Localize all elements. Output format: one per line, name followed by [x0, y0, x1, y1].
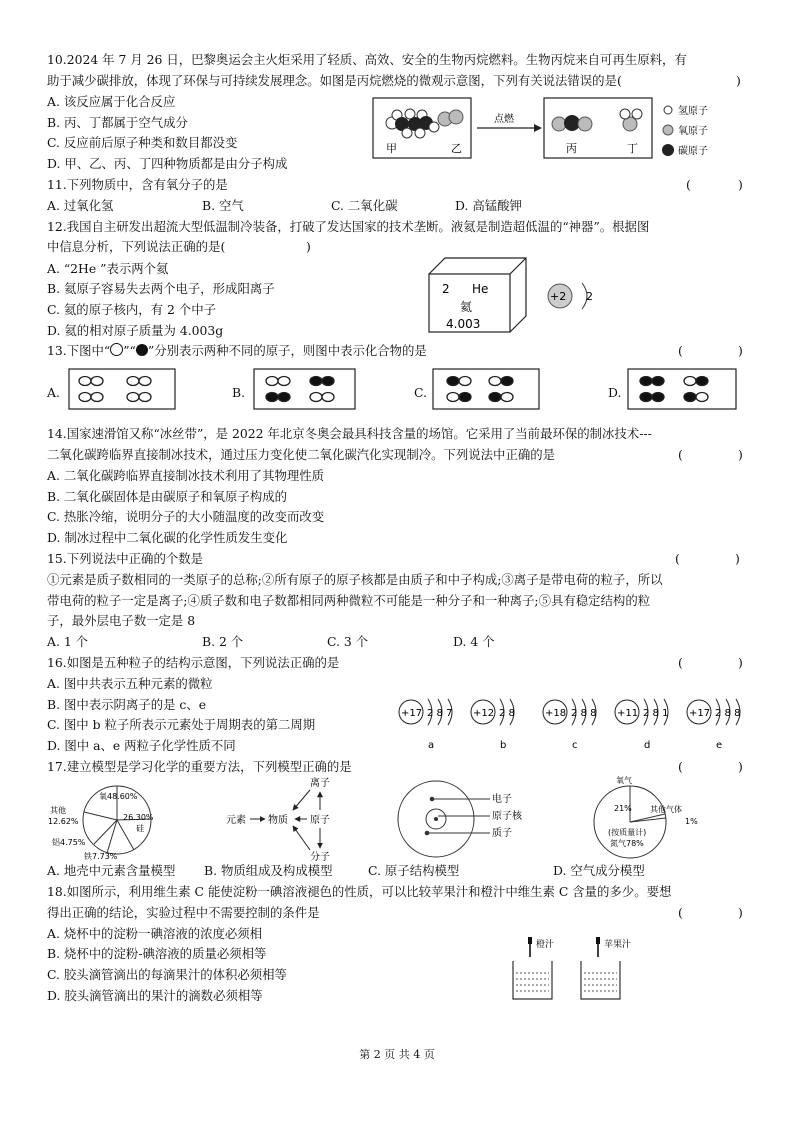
q13-stem: 13.下图中“ ”“ ”分别表示两种不同的原子，则图中表示化合物的是	[47, 343, 427, 358]
q17-option-b: B. 物质组成及构成模型	[204, 863, 333, 878]
particle-d	[615, 699, 668, 751]
q10-paren-close: )	[736, 73, 741, 88]
label-apple-juice: 苹果汁	[604, 940, 632, 950]
element-name: 氦	[460, 300, 473, 314]
label-other-gas-pct: 1%	[685, 817, 698, 826]
q15-option-c: C. 3 个	[327, 634, 369, 649]
q11-option-b: B. 空气	[202, 198, 244, 213]
label-electron: 电子	[492, 794, 512, 805]
particle-label: e	[716, 740, 723, 751]
q10-option-a: A. 该反应属于化合反应	[47, 94, 176, 109]
legend-oxygen: 氧原子	[678, 126, 708, 137]
label-oxygen-gas: 氧气	[616, 776, 632, 785]
q17-fig-b-matter-model	[225, 776, 365, 864]
q13-option-b-box	[253, 368, 358, 412]
oxygen-molecule	[438, 110, 463, 126]
q15-paren-close: )	[735, 551, 740, 566]
q18-stem-line1: 18.如图所示，利用维生素 C 能使淀粉一碘溶液褪色的性质，可以比较苹果汁和橙汁中维生素 C 含量的多少。要想	[47, 884, 672, 899]
nucleus-charge: +11	[617, 708, 639, 719]
q12-option-c: C. 氦的原子核内，有 2 个中子	[47, 302, 216, 317]
q11-option-d: D. 高锰酸钾	[455, 198, 522, 213]
black-atom-icon	[136, 344, 148, 356]
q18-option-b: B. 烧杯中的淀粉-碘溶液的质量必须相等	[47, 946, 267, 961]
q16-option-c: C. 图中 b 粒子所表示元素处于周期表的第二周期	[47, 717, 316, 732]
propane-molecule	[386, 109, 439, 138]
legend-carbon: 碳原子	[678, 146, 708, 157]
water-molecule	[620, 109, 642, 131]
q17-fig-a-crust-pie	[47, 782, 167, 862]
label-yi: 乙	[451, 142, 462, 155]
label-iron: 铁7.73%	[84, 852, 118, 861]
particle-c	[543, 699, 596, 751]
q16-option-a: A. 图中共表示五种元素的微粒	[47, 676, 213, 691]
atomic-mass: 4.003	[446, 317, 481, 331]
particle-label: b	[500, 740, 507, 751]
white-atom-icon	[110, 343, 123, 356]
q18-option-d: D. 胶头滴管滴出的果汁的滴数必须相等	[47, 988, 263, 1003]
q17-stem: 17.建立模型是学习化学的重要方法，下列模型正确的是	[47, 759, 352, 774]
atomic-number: 2	[442, 282, 450, 296]
q13-option-c-label: C.	[414, 385, 427, 400]
q17-fig-c-atom-model	[392, 778, 532, 860]
q15-body-line3: 子，最外层电子数一定是 8	[47, 613, 196, 628]
q18-paren-open: (	[678, 905, 683, 920]
q13-option-d-label: D.	[608, 385, 622, 400]
label-proton: 质子	[492, 828, 512, 839]
label-silicon-pct: 26.30%	[123, 813, 154, 822]
q16-paren-close: )	[738, 655, 743, 670]
q15-option-a: A. 1 个	[47, 634, 89, 649]
label-nitrogen: 氮气78%	[610, 839, 644, 848]
label-by-mass: (按质量计)	[608, 828, 647, 837]
q10-reaction-diagram	[372, 97, 752, 165]
q13-option-b-label: B.	[232, 385, 246, 400]
q18-beaker-experiment	[508, 935, 688, 1005]
q11-option-c: C. 二氧化碳	[331, 198, 398, 213]
q12-stem-line1: 12.我国自主研发出超流大型低温制冷装备，打破了发达国家的技术垄断。液氦是制造超低温的“神器”。根据图	[47, 219, 650, 234]
label-ding: 丁	[627, 142, 638, 155]
q15-paren-open: (	[675, 551, 680, 566]
q17-paren-open: (	[678, 759, 683, 774]
q17-option-d: D. 空气成分模型	[553, 863, 645, 878]
particle-a	[399, 699, 452, 751]
q11-stem: 11.下列物质中，含有氧分子的是	[47, 177, 228, 192]
shell-electrons: 2 8 1	[643, 708, 669, 719]
element-symbol: He	[472, 282, 489, 296]
label-ion: 离子	[310, 778, 330, 789]
q12-helium-atom-structure	[540, 280, 610, 314]
q10-stem-line1: 10.2024 年 7 月 26 日，巴黎奥运会主火炬采用了轻质、高效、安全的生物丙烷燃料。生物丙烷来自可再生原料，有	[47, 52, 687, 67]
label-other: 其他	[50, 806, 66, 815]
q18-stem-line2: 得出正确的结论，实验过程中不需要控制的条件是	[47, 905, 320, 920]
label-orange-juice: 橙汁	[536, 940, 555, 950]
right-beaker	[581, 937, 631, 999]
label-molecule: 分子	[310, 852, 330, 863]
q13-option-a-box	[68, 368, 178, 412]
label-other-pct: 12.62%	[48, 817, 79, 826]
q16-particle-diagrams	[394, 693, 774, 753]
label-atom: 原子	[310, 815, 330, 826]
q14-option-a: A. 二氧化碳跨临界直接制冰技术利用了其物理性质	[47, 468, 325, 483]
q14-stem-line1: 14.国家速滑馆又称“冰丝带”，是 2022 年北京冬奥会最具科技含量的场馆。它采用了当前最环保的制冰技术---	[47, 426, 652, 441]
page-footer: 第 2 页 共 4 页	[359, 1048, 435, 1061]
nucleus-charge: +17	[401, 708, 423, 719]
q14-paren-close: )	[738, 447, 743, 462]
q12-option-d: D. 氦的相对原子质量为 4.003g	[47, 323, 224, 338]
left-beaker	[513, 937, 554, 999]
particle-label: c	[572, 740, 578, 751]
q17-option-c: C. 原子结构模型	[368, 863, 460, 878]
co2-molecule	[552, 115, 592, 131]
q15-stem: 15.下列说法中正确的个数是	[47, 551, 204, 566]
shell-electrons: 2 8	[499, 708, 515, 719]
q16-stem: 16.如图是五种粒子的结构示意图，下列说法正确的是	[47, 655, 340, 670]
label-aluminium: 铝4.75%	[52, 838, 86, 847]
q13-paren-close: )	[738, 343, 743, 358]
q13-paren-open: (	[678, 343, 683, 358]
q14-paren-open: (	[678, 447, 683, 462]
q16-paren-open: (	[678, 655, 683, 670]
q16-option-d: D. 图中 a、e 两粒子化学性质不同	[47, 738, 236, 753]
label-jia: 甲	[386, 142, 397, 155]
label-matter: 物质	[268, 815, 288, 826]
q10-option-d: D. 甲、乙、丙、丁四种物质都是由分子构成	[47, 156, 288, 171]
q13-option-a-label: A.	[47, 385, 60, 400]
q12-stem-line2: 中信息分析，下列说法正确的是(	[47, 239, 226, 254]
label-bing: 丙	[566, 142, 577, 155]
q10-option-c: C. 反应前后原子种类和数目都没变	[47, 135, 238, 150]
q15-option-d: D. 4 个	[453, 634, 495, 649]
q10-stem-line2: 助于减少碳排放，体现了环保与可持续发展理念。如图是丙烷燃烧的微观示意图，下列有关说法错误的是(	[47, 73, 622, 88]
q13-option-d-box	[627, 368, 739, 412]
label-silicon: 硅	[136, 824, 144, 833]
label-other-gas: 其他气体	[650, 805, 682, 814]
nucleus-charge: +18	[545, 708, 567, 719]
q12-option-a: A. “2He ”表示两个氦	[47, 261, 169, 276]
q11-paren-open: (	[686, 177, 691, 192]
label-nucleus: 原子核	[492, 811, 522, 822]
q17-option-a: A. 地壳中元素含量模型	[47, 863, 176, 878]
particle-label: a	[428, 740, 435, 751]
q17-fig-d-air-pie	[588, 774, 713, 860]
nucleus-charge: +12	[473, 708, 495, 719]
shell-electrons: 2 8 7	[427, 708, 453, 719]
q14-option-b: B. 二氧化碳固体是由碳原子和氧原子构成的	[47, 489, 288, 504]
label-oxygen-pct: 21%	[614, 804, 632, 813]
q14-option-c: C. 热胀冷缩，说明分子的大小随温度的改变而改变	[47, 509, 325, 524]
q18-option-a: A. 烧杯中的淀粉一碘溶液的浓度必须相	[47, 926, 263, 941]
q18-option-c: C. 胶头滴管滴出的每滴果汁的体积必须相等	[47, 967, 287, 982]
q14-stem-line2: 二氧化碳跨临界直接制冰技术，通过压力变化使二氧化碳汽化实现制冷。下列说法中正确的是	[47, 447, 556, 462]
arrow-label-ignite: 点燃	[494, 114, 514, 125]
q12-paren-close: )	[306, 239, 311, 254]
q17-paren-close: )	[738, 759, 743, 774]
shell-electrons: 2 8 8	[571, 708, 597, 719]
q14-option-d: D. 制冰过程中二氧化碳的化学性质发生变化	[47, 530, 288, 545]
nucleus-charge: +17	[689, 708, 711, 719]
q18-paren-close: )	[738, 905, 743, 920]
q15-body-line2: 带电荷的粒子一定是离子;④质子数和电子数都相同两种微粒不可能是一种分子和一种离子;⑤具有稳定结构的粒	[47, 593, 651, 608]
q15-body-line1: ①元素是质子数相同的一类原子的总称;②所有原子的原子核都是由质子和中子构成;③离子是带电荷的粒子，所以	[47, 572, 663, 587]
nucleus-charge: +2	[550, 290, 567, 303]
q13-option-c-box	[432, 368, 542, 412]
q15-option-b: B. 2 个	[202, 634, 244, 649]
q10-option-b: B. 丙、丁都属于空气成分	[47, 115, 188, 130]
q16-option-b: B. 图中表示阴离子的是 c、e	[47, 697, 207, 712]
particle-b	[471, 699, 515, 751]
label-oxygen: 氧48.60%	[99, 792, 138, 801]
shell-electrons: 2	[586, 290, 593, 303]
shell-electrons: 2 8 8	[715, 708, 741, 719]
legend-hydrogen: 氢原子	[678, 106, 708, 117]
q12-option-b: B. 氦原子容易失去两个电子，形成阳离子	[47, 281, 275, 296]
label-element: 元素	[226, 815, 246, 826]
particle-label: d	[644, 740, 651, 751]
q11-paren-close: )	[738, 177, 743, 192]
particle-e	[687, 699, 740, 751]
q11-option-a: A. 过氧化氢	[47, 198, 114, 213]
